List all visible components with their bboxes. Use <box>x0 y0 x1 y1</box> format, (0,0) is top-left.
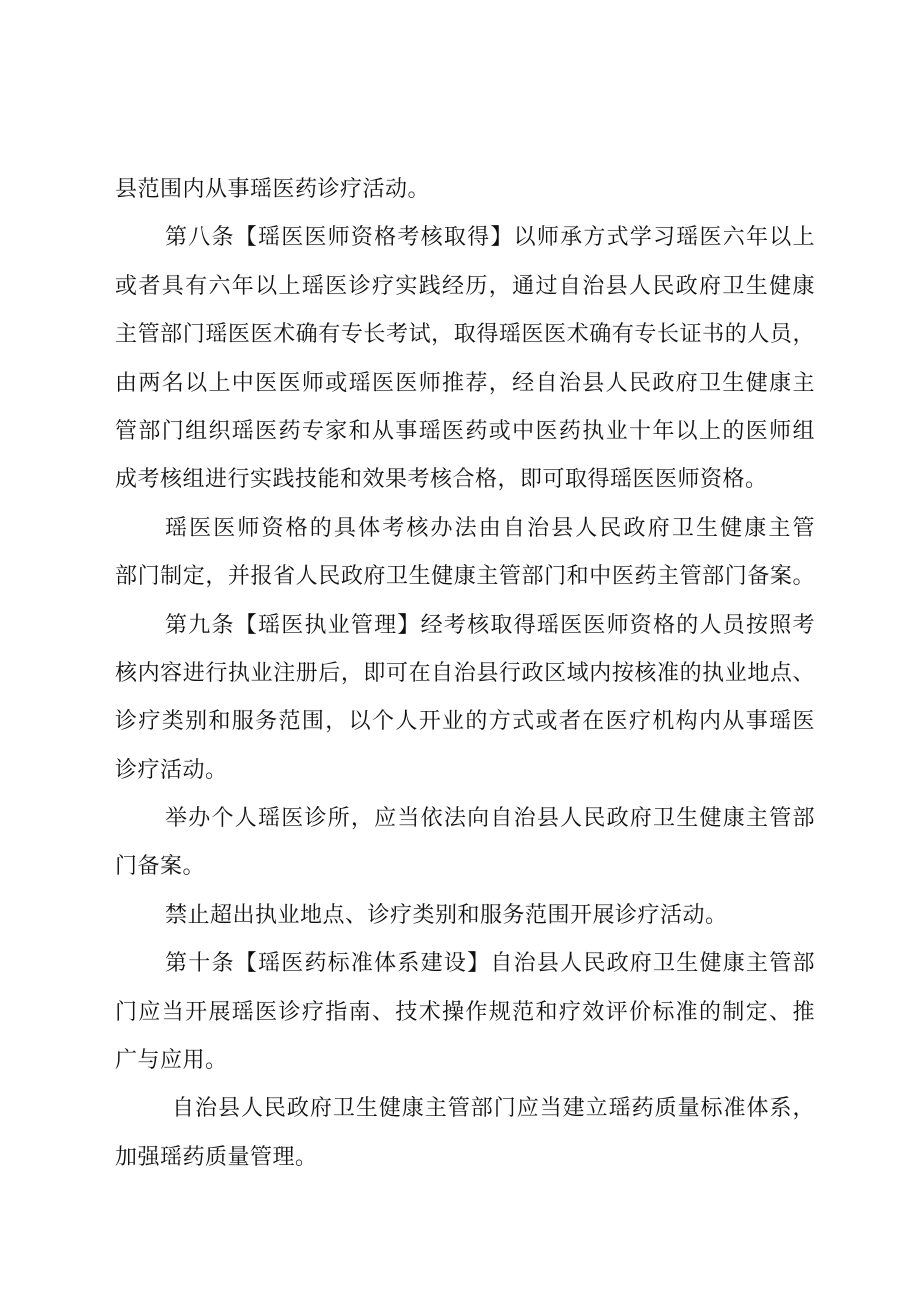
paragraph-start-line: 瑶医医师资格的具体考核办法由自治县人民政府卫生健康主管 <box>165 515 815 541</box>
text-line: 核内容进行执业注册后，即可在自治县行政区域内按核准的执业地点、 <box>115 660 815 686</box>
text-line: 门应当开展瑶医诊疗指南、技术操作规范和疗效评价标准的制定、推 <box>115 999 815 1025</box>
text-line: 诊疗类别和服务范围，以个人开业的方式或者在医疗机构内从事瑶医 <box>115 709 815 735</box>
text-line: 由两名以上中医医师或瑶医医师推荐，经自治县人民政府卫生健康主 <box>115 370 815 396</box>
text-line: 门备案。 <box>115 854 206 880</box>
text-line: 加强瑶药质量管理。 <box>115 1144 318 1170</box>
text-line: 成考核组进行实践技能和效果考核合格，即可取得瑶医医师资格。 <box>115 467 768 493</box>
text-line: 管部门组织瑶医药专家和从事瑶医药或中医药执业十年以上的医师组 <box>115 418 815 444</box>
text-line: 县范围内从事瑶医药诊疗活动。 <box>115 177 431 202</box>
text-line: 广与应用。 <box>115 1048 228 1074</box>
document-body <box>115 166 815 1182</box>
text-line: 诊疗活动。 <box>115 757 228 783</box>
text-line: 或者具有六年以上瑶医诊疗实践经历，通过自治县人民政府卫生健康 <box>115 273 815 299</box>
paragraph-start-line: 自治县人民政府卫生健康主管部门应当建立瑶药质量标准体系， <box>172 1096 815 1122</box>
article-10-heading-line: 第十条【瑶医药标准体系建设】自治县人民政府卫生健康主管部 <box>165 951 815 977</box>
text-line: 主管部门瑶医医术确有专长考试，取得瑶医医术确有专长证书的人员， <box>115 322 815 348</box>
article-9-heading-line: 第九条【瑶医执业管理】经考核取得瑶医医师资格的人员按照考 <box>165 612 815 638</box>
article-8-heading-line: 第八条【瑶医医师资格考核取得】以师承方式学习瑶医六年以上 <box>165 225 815 251</box>
paragraph-start-line: 禁止超出执业地点、诊疗类别和服务范围开展诊疗活动。 <box>165 902 728 928</box>
text-line: 部门制定，并报省人民政府卫生健康主管部门和中医药主管部门备案。 <box>115 564 815 590</box>
paragraph-start-line: 举办个人瑶医诊所，应当依法向自治县人民政府卫生健康主管部 <box>165 806 815 832</box>
